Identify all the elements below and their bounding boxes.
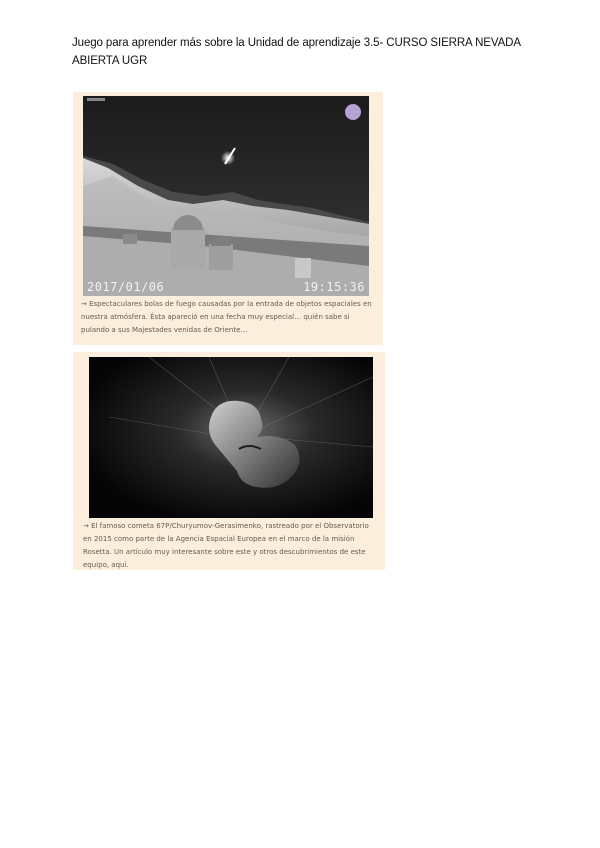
figure-card-comet bbox=[73, 352, 385, 570]
figure-card-fireball bbox=[73, 92, 383, 345]
comet-photo bbox=[89, 357, 373, 518]
observatory-night-scene bbox=[83, 96, 369, 296]
observatory-fireball-photo bbox=[83, 96, 369, 296]
document-title: Juego para aprender más sobre la Unidad de aprendizaje 3.5- CURSO SIERRA NEVADA ABIERTA UGR bbox=[72, 37, 521, 67]
comet-67p-image bbox=[89, 357, 373, 518]
figure-caption: → El famoso cometa 67P/Churyumov-Gerasimenko, rastreado por el Observatorio en 2015 como parte de la Agencia Espacial Europea en el marco de la misión Rosetta. Un artículo muy interesante sobre este y otros descubrimientos de este equipo, aquí. bbox=[83, 522, 369, 569]
photo-timestamp-date: 2017/01/06 bbox=[87, 280, 165, 294]
figure-caption: → Espectaculares bolas de fuego causadas por la entrada de objetos espaciales en nuestra atmósfera. Ésta apareció en una fecha muy especial… quién sabe si pulando a sus Majestades venidas de Oriente… bbox=[81, 300, 372, 334]
photo-timestamp-time: 19:15:36 bbox=[303, 280, 365, 294]
